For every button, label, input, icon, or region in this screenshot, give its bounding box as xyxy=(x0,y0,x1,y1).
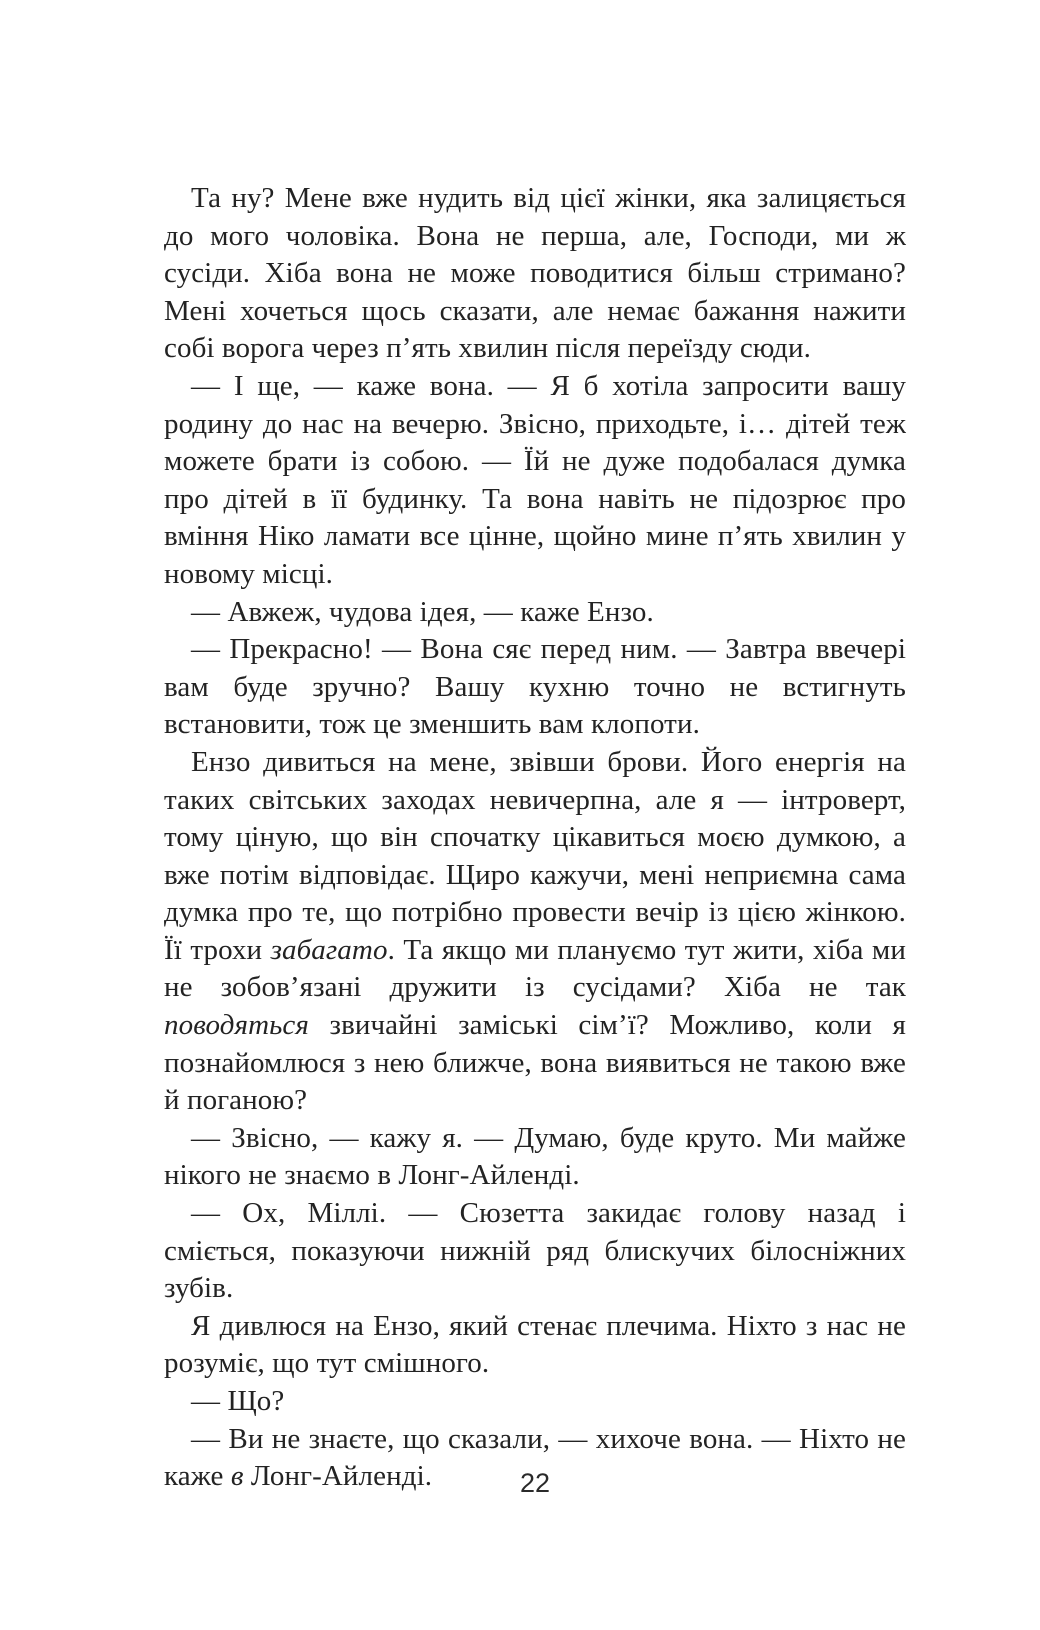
text-run: Та ну? Мене вже нудить від цієї жінки, яка залицяється до мого чоловіка. Вона не перша, але, Господи, ми ж сусіди. Хіба вона не може поводитися більш стримано? Мені хочеться щось сказати, але немає бажання нажити собі ворога через п’ять хвилин після переїзду сюди. xyxy=(164,182,906,365)
paragraph xyxy=(164,1195,906,1308)
text-run: — І ще, — каже вона. — Я б хотіла запросити вашу родину до нас на вечерю. Звісно, приходьте, і… дітей теж можете брати із собою. — Їй не дуже подобалася думка про дітей в її будинку. Та вона навіть не підозрює про вміння Ніко ламати все цінне, щойно мине п’ять хвилин у новому місці. xyxy=(164,369,906,590)
text-run: звичайні заміські сім’ї? Можливо, коли я познайомлюся з нею ближче, вона виявиться не такою вже й поганою? xyxy=(164,1009,906,1117)
page-number: 22 xyxy=(519,1468,551,1498)
text-run: Я дивлюся на Ензо, який стенає плечима. Ніхто з нас не розуміє, що тут смішного. xyxy=(164,1309,906,1380)
italic-text-run: забагато xyxy=(270,933,388,966)
paragraph xyxy=(164,1383,906,1421)
text-run: — Звісно, — кажу я. — Думаю, буде круто. Ми майже нікого не знаємо в Лонг-Айленді. xyxy=(164,1121,906,1192)
text-run: . Та якщо ми плануємо тут жити, хіба ми не зобов’язані дружити із сусідами? Хіба не так xyxy=(164,933,906,1004)
italic-text-run: в xyxy=(230,1460,244,1493)
paragraph xyxy=(164,631,906,744)
text-run: — Ох, Міллі. — Сюзетта закидає голову назад і сміється, показуючи нижній ряд блискучих білосніжних зубів. xyxy=(164,1197,906,1305)
text-run: Лонг-Айленді. xyxy=(243,1460,433,1493)
paragraph xyxy=(164,368,906,594)
text-run: — Що? xyxy=(191,1385,285,1417)
text-block xyxy=(164,180,906,1496)
text-run: — Ви не знаєте, що сказали, — хихоче вона. — Ніхто не каже xyxy=(164,1422,906,1493)
paragraph xyxy=(164,180,906,368)
italic-text-run: поводяться xyxy=(164,1009,309,1042)
text-run: — Прекрасно! — Вона сяє перед ним. — Завтра ввечері вам буде зручно? Вашу кухню точно не встигнуть встановити, тож це зменшить вам клопоти. xyxy=(164,633,906,741)
paragraph xyxy=(164,744,906,1120)
paragraph xyxy=(164,1120,906,1195)
paragraph xyxy=(164,594,906,632)
text-run: Ензо дивиться на мене, звівши брови. Його енергія на таких світських заходах невичерпна, але я — інтроверт, тому ціную, що він спочатку цікавиться моєю думкою, а вже потім відповідає. Щиро кажучи, мені неприємна сама думка про те, що потрібно провести вечір із цією жінкою. Її трохи xyxy=(164,745,906,966)
paragraph xyxy=(164,1308,906,1383)
text-run: — Авжеж, чудова ідея, — каже Ензо. xyxy=(191,595,654,628)
